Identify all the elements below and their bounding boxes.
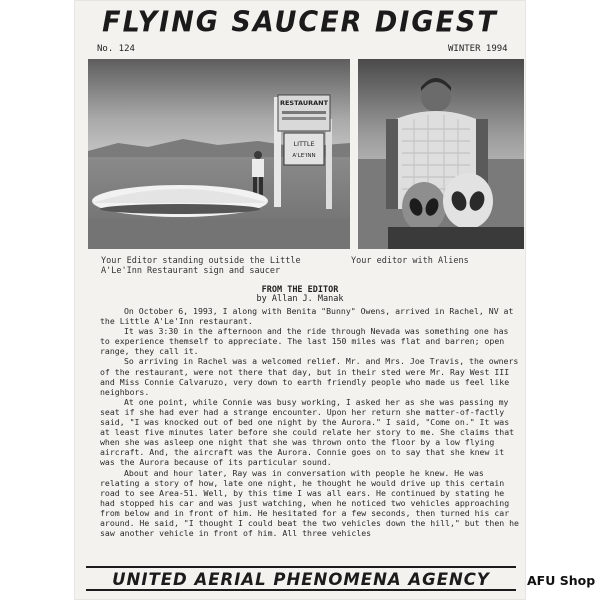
shop-watermark: AFU Shop (527, 573, 596, 588)
person-body (252, 159, 264, 177)
alien-head-right (443, 173, 493, 229)
sign-lower-board (284, 133, 324, 165)
sign-word-2: LITTLE (293, 140, 315, 148)
right-photo-caption: Your editor with Aliens (351, 256, 469, 266)
article-paragraph: It was 3:30 in the afternoon and the ride through Nevada was something one has to experience themself to appreciate. The last 150 miles was flat and barren; open range, they call it. (100, 326, 509, 357)
article-paragraph: So arriving in Rachel was a welcomed relief. Mr. and Mrs. Joe Travis, the owners of the restaurant, were not there that day, but in their sted were Mr. Ray West III and Miss Connie Calvaruzo, very down to earth friendly people who made us feel like neighbors. (100, 356, 519, 397)
article-paragraph: About and hour later, Ray was in conversation with people he knew. He was relating a story of how, late one night, he thought he would drive up this certain road to see Area-51. Well, by this time I was all ears. He continued by stating he had stopped his car and was just watching, when he noticed two vehicles approaching from below and in front of him. He hesitated for a few seconds, then turned his car around. He said, "I thought I could beat the two vehicles down the hill," but then he saw another vehicle in front of him. All three vehicles (100, 467, 519, 539)
person-head (254, 151, 262, 159)
footer-organization: UNITED AERIAL PHENOMENA AGENCY (86, 566, 516, 591)
article-body (100, 306, 520, 568)
sign-post-right (326, 119, 332, 209)
photo-editor-with-aliens (358, 59, 524, 249)
issue-date: WINTER 1994 (448, 44, 508, 54)
article-byline: by Allan J. Manak (256, 294, 344, 304)
sign-word-3: A'LE'INN (292, 153, 316, 159)
sign-word-1: RESTAURANT (279, 99, 329, 107)
editor-head (421, 82, 451, 112)
masthead-title: FLYING SAUCER DIGEST (102, 6, 498, 39)
article-paragraph: At one point, while Connie was busy working, I asked her as she was passing my seat if she had ever had a strange encounter. Upon her return she matter-of-factly said, "I was knocked out of bed one night by the Aurora." I said, "Come on." It was at least five minutes later before she could relate her story to me. She claims that when she was asleep one night that she was thrown onto the floor by a low flying aircraft. And, the aircraft was the Aurora. Connie goes on to say that she knew it was the Aurora because of its particular sound. (100, 396, 515, 468)
photo-editor-with-sign-and-saucer (88, 59, 350, 249)
alien-head-left (402, 182, 446, 232)
article-paragraph: On October 6, 1993, I along with Benita "Bunny" Owens, arrived in Rachel, NV at the Little A'Le'Inn restaurant. (100, 306, 514, 327)
article-title: FROM THE EDITOR (261, 285, 339, 295)
issue-number: No. 124 (97, 44, 135, 54)
left-photo-caption: Your Editor standing outside the Little A'Le'Inn Restaurant sign and saucer (101, 256, 301, 276)
